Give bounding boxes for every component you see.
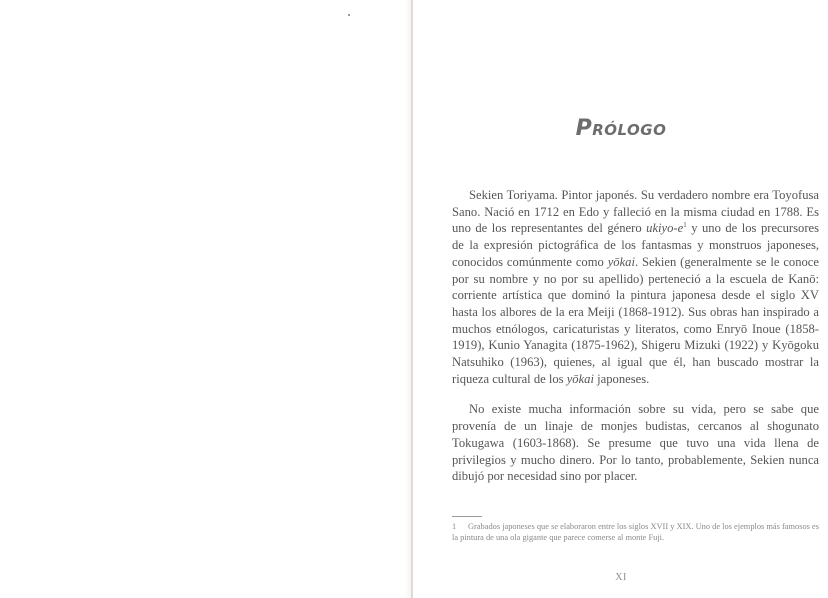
text-segment: y uno de los precursores de la expresión pictográfica de los fantasmas y monstruos japoneses, conocidos comúnmente como xyxy=(452,221,819,269)
right-page xyxy=(414,0,828,598)
italic-term-yokai: yōkai xyxy=(607,254,635,269)
footnote-number: 1 xyxy=(452,522,457,531)
footnote xyxy=(452,521,819,544)
italic-term-ukiyo-e: ukiyo-e xyxy=(646,221,684,236)
italic-term-yokai: yōkai xyxy=(566,371,594,386)
footnote-divider xyxy=(452,516,482,517)
text-segment: No existe mucha información sobre su vida, pero se sabe que provenía de un linaje de monjes budistas, cercanos al shogunato Tokugawa (1603-1868). Se presume que tuvo una vida llena de privilegios y mucho dinero. Por lo tanto, probablemente, Sekien nunca dibujó por necesidad sino por placer. xyxy=(452,402,819,484)
text-segment: japoneses. xyxy=(593,371,650,386)
left-page xyxy=(0,0,410,598)
chapter-title: Prólogo xyxy=(575,116,667,141)
page-number: XI xyxy=(615,572,627,583)
body-text xyxy=(452,187,819,485)
footnote-text: Grabados japoneses que se elaboraron entre los siglos XVII y XIX. Uno de los ejemplos más famosos es la pintura de una ola gigante que parece comerse al monte Fuji. xyxy=(452,522,819,543)
paragraph-2 xyxy=(452,401,819,485)
paragraph-1 xyxy=(452,187,819,387)
footnote-ref[interactable]: 1 xyxy=(683,221,687,230)
paper-speck xyxy=(348,14,350,16)
text-segment: Sekien Toriyama. Pintor japonés. Su verdadero nombre era Toyofusa Sano. Nació en 1712 en Edo y falleció en la misma ciudad en 1788. Es uno de los representantes del género xyxy=(452,188,819,236)
book-spine xyxy=(411,0,413,598)
text-segment: . Sekien (generalmente se le conoce por su nombre y no por su apellido) perteneció a la escuela de Kanō: corriente artística que dominó la pintura japonesa desde el siglo XV hasta los albores de la era Meiji (1868-1912). Sus obras han inspirado a muchos etnólogos, caricaturistas y literatos, como Enryō Inoue (1858-1919), Kunio Yanagita (1875-1962), Shigeru Mizuki (1922) y Kyōgoku Natsuhiko (1963), quienes, al igual que él, han buscado mostrar la riqueza cultural de los xyxy=(452,254,819,386)
